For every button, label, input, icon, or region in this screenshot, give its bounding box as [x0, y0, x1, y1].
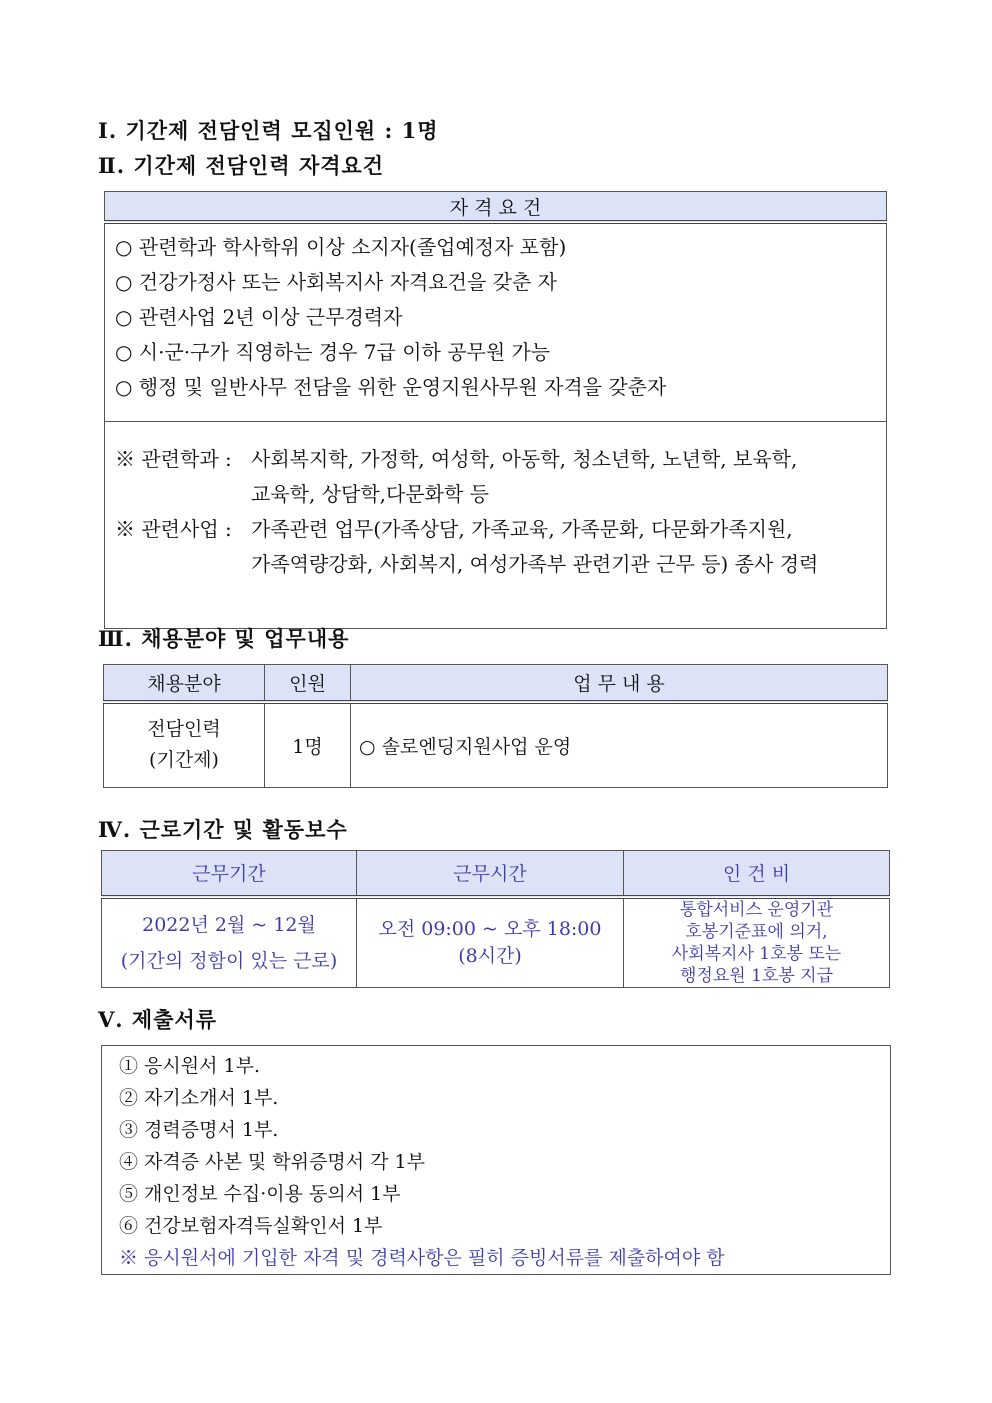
requirement-item: ○ 건강가정사 또는 사회복지사 자격요건을 갖춘 자	[115, 270, 557, 294]
documents-box	[101, 1045, 891, 1275]
note-line: 교육학, 상담학,다문화학 등	[251, 482, 489, 506]
note-line: 가족역량강화, 사회복지, 여성가족부 관련기관 근무 등) 종사 경력	[251, 552, 819, 576]
col-header-duty: 업 무 내 용	[351, 665, 888, 702]
document-item: ③ 경력증명서 1부.	[119, 1119, 279, 1141]
field-line: 전담인력	[147, 718, 221, 741]
requirement-item: ○ 관련사업 2년 이상 근무경력자	[115, 305, 403, 329]
hours-line: (8시간)	[458, 944, 522, 967]
document-item: ① 응시원서 1부.	[119, 1055, 260, 1077]
note-label: ※ 관련사업 :	[115, 517, 232, 541]
pay-cell	[624, 897, 890, 988]
document-item: ⑥ 건강보험자격득실확인서 1부	[119, 1215, 383, 1237]
requirement-item: ○ 관련학과 학사학위 이상 소지자(졸업예정자 포함)	[115, 235, 567, 259]
col-header-field: 채용분야	[104, 665, 265, 702]
requirements-cell	[105, 222, 887, 422]
related-work-note	[115, 512, 876, 582]
note-label: ※ 관련학과 :	[115, 447, 232, 471]
pay-line: 통합서비스 운영기관	[679, 899, 834, 920]
requirement-item: ○ 시·군·구가 직영하는 경우 7급 이하 공무원 가능	[115, 340, 551, 364]
col-header-hours: 근무시간	[357, 851, 624, 897]
pay-line: 행정요원 1호봉 지급	[680, 965, 833, 986]
related-majors-note	[115, 442, 876, 512]
pay-line: 호봉기준표에 의거,	[685, 921, 828, 942]
requirement-item: ○ 행정 및 일반사무 전담을 위한 운영지원사무원 자격을 갖춘자	[115, 375, 667, 399]
qualification-table	[104, 191, 887, 629]
col-header-count: 인원	[265, 665, 351, 702]
field-line: (기간제)	[149, 749, 219, 772]
period-line: (기간의 정함이 있는 근로)	[120, 949, 338, 972]
note-line: 가족관련 업무(가족상담, 가족교육, 가족문화, 다문화가족지원,	[251, 517, 793, 541]
pay-line: 사회복지사 1호봉 또는	[671, 943, 842, 964]
section-4-heading: Ⅳ. 근로기간 및 활동보수	[98, 817, 348, 842]
section-5-heading: Ⅴ. 제출서류	[98, 1007, 218, 1032]
period-cell	[102, 897, 357, 988]
count-cell: 1명	[265, 702, 351, 788]
field-cell	[104, 702, 265, 788]
col-header-period: 근무기간	[102, 851, 357, 897]
section-1-heading: Ⅰ. 기간제 전담인력 모집인원 : 1명	[98, 118, 439, 143]
documents-note: ※ 응시원서에 기입한 자격 및 경력사항은 필히 증빙서류를 제출하여야 함	[119, 1247, 725, 1269]
notes-cell	[105, 422, 887, 629]
section-3-heading: Ⅲ. 채용분야 및 업무내용	[98, 626, 350, 651]
document-item: ⑤ 개인정보 수집·이용 동의서 1부	[119, 1183, 401, 1205]
hours-cell	[357, 897, 624, 988]
note-line: 사회복지학, 가정학, 여성학, 아동학, 청소년학, 노년학, 보육학,	[251, 447, 798, 471]
recruitment-table	[103, 664, 888, 788]
col-header-pay: 인 건 비	[624, 851, 890, 897]
period-line: 2022년 2월 ~ 12월	[142, 913, 316, 936]
qualification-header: 자 격 요 건	[105, 192, 887, 223]
duty-cell: ○ 솔로엔딩지원사업 운영	[351, 702, 888, 788]
document-item: ④ 자격증 사본 및 학위증명서 각 1부	[119, 1151, 425, 1173]
section-2-heading: Ⅱ. 기간제 전담인력 자격요건	[98, 153, 385, 178]
work-terms-table	[101, 850, 890, 988]
document-item: ② 자기소개서 1부.	[119, 1087, 279, 1109]
hours-line: 오전 09:00 ~ 오후 18:00	[378, 917, 602, 940]
